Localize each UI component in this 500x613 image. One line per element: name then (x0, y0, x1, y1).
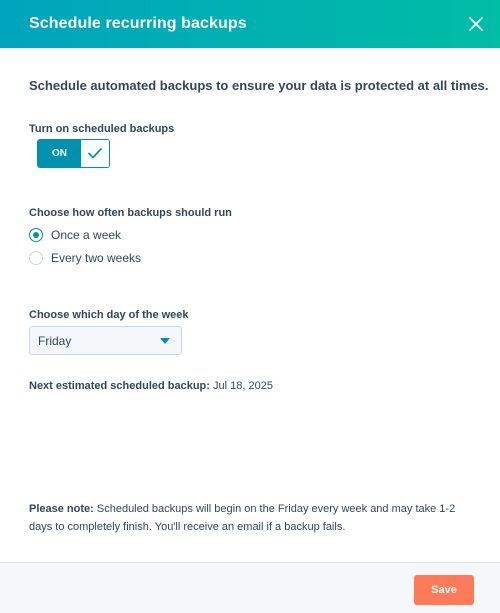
radio-once-a-week[interactable] (29, 228, 121, 242)
please-note (29, 500, 474, 536)
dialog-title: Schedule recurring backups (29, 15, 247, 32)
next-backup (29, 380, 273, 392)
close-icon (469, 17, 483, 31)
save-button[interactable]: Save (414, 575, 474, 605)
dialog-footer (0, 562, 500, 613)
frequency-label: Choose how often backups should run (29, 207, 232, 219)
next-backup-label: Next estimated scheduled backup: (29, 380, 210, 392)
close-button[interactable] (466, 14, 486, 34)
toggle-check-area (81, 140, 109, 167)
radio-button-unchecked[interactable] (29, 251, 43, 265)
day-label: Choose which day of the week (29, 309, 189, 321)
day-select-value: Friday (38, 333, 72, 348)
dialog-header (0, 0, 500, 48)
caret-down-icon (160, 338, 170, 344)
toggle-label: Turn on scheduled backups (29, 123, 175, 135)
intro-text: Schedule automated backups to ensure your data is protected at all times. (29, 78, 489, 93)
radio-label-every-two-weeks: Every two weeks (51, 251, 142, 265)
day-select[interactable] (29, 326, 182, 355)
radio-label-once-a-week: Once a week (51, 228, 122, 242)
note-text: Scheduled backups will begin on the Friday every week and may take 1-2 days to completely finish. You'll receive an email if a backup fails. (29, 503, 456, 533)
scheduled-backups-toggle[interactable] (37, 139, 110, 168)
radio-dot (33, 232, 39, 238)
next-backup-value: Jul 18, 2025 (213, 380, 273, 392)
note-label: Please note: (29, 503, 94, 515)
checkmark-icon (88, 148, 102, 159)
toggle-on-state: ON (38, 140, 81, 167)
radio-every-two-weeks[interactable] (29, 251, 141, 265)
radio-button-checked[interactable] (29, 228, 43, 242)
